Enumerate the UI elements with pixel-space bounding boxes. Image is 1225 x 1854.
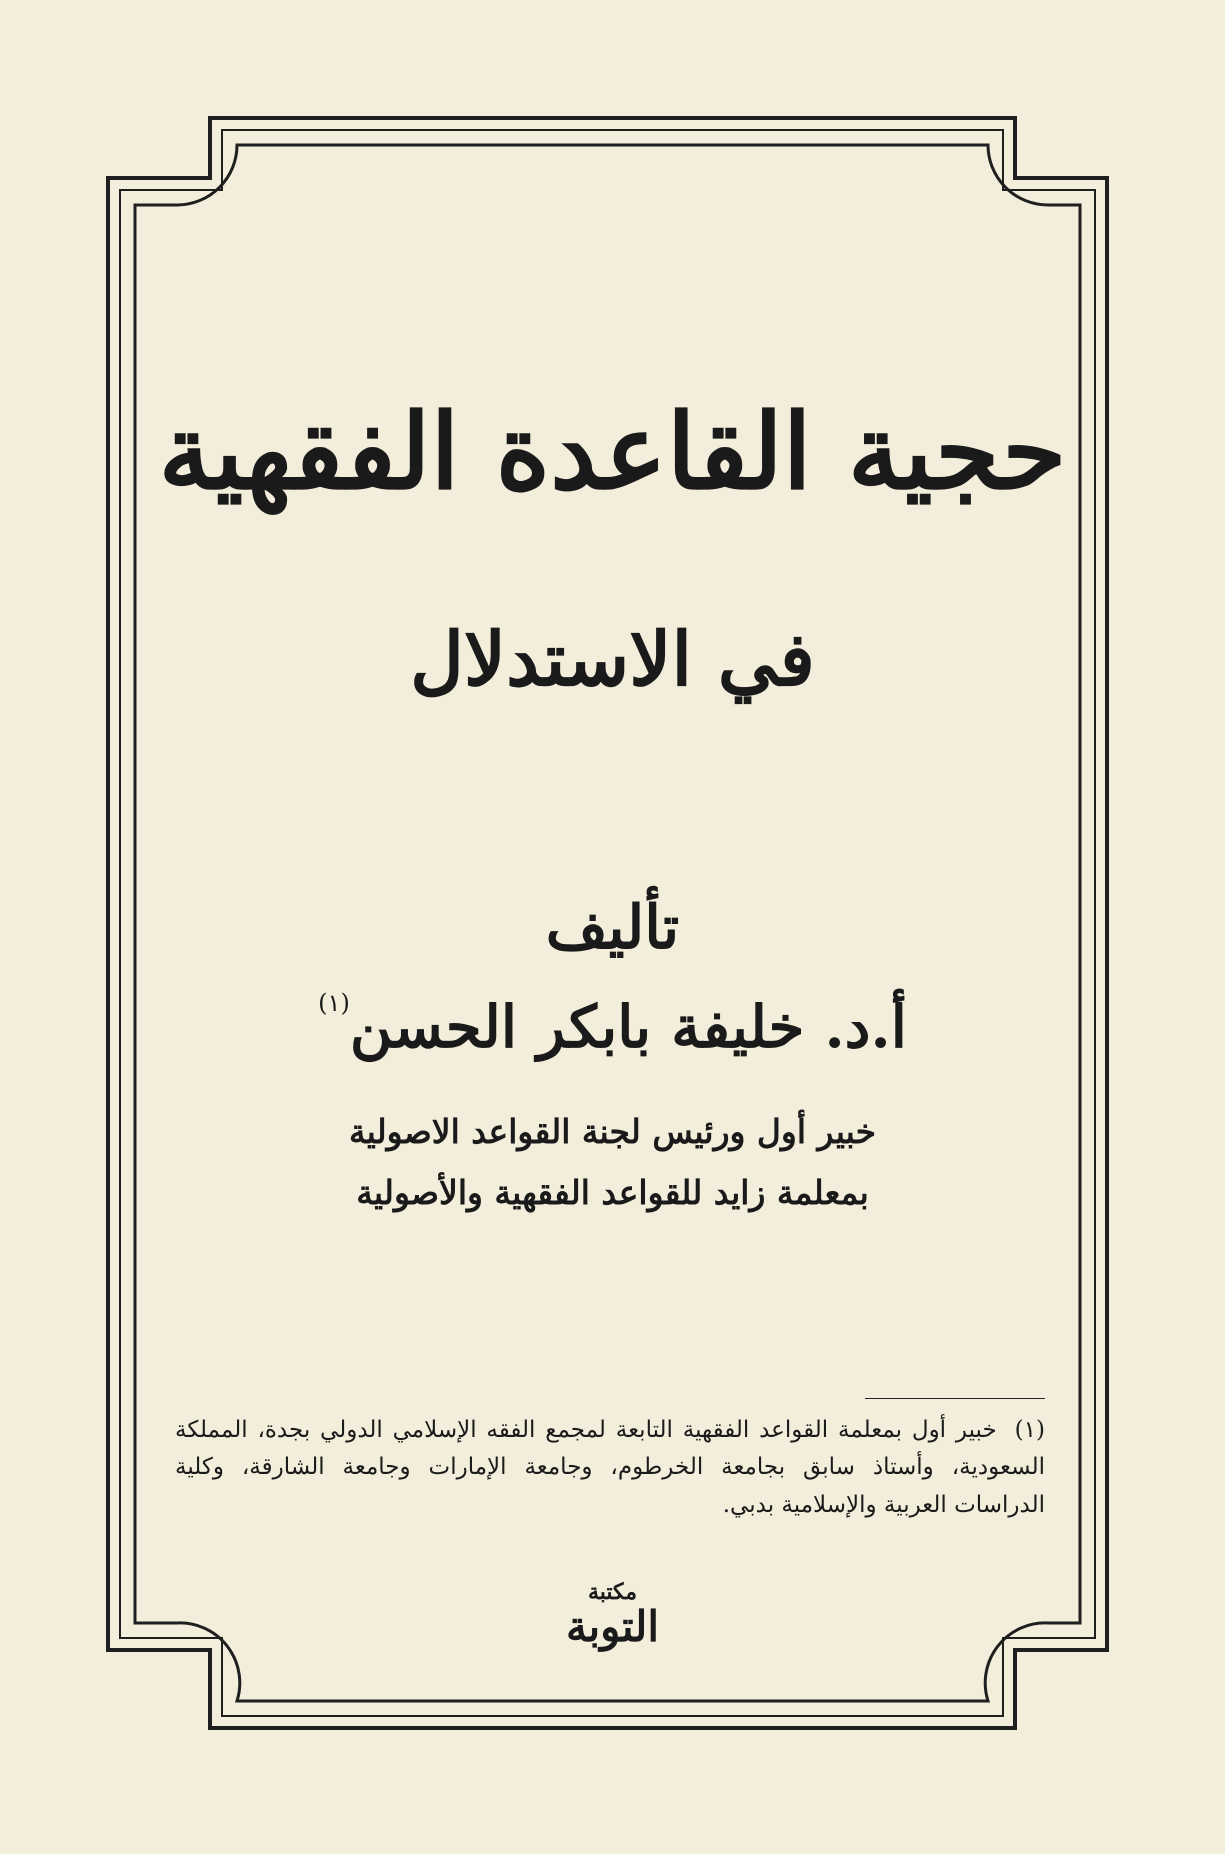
author-role-line-2: بمعلمة زايد للقواعد الفقهية والأصولية: [356, 1173, 869, 1212]
footnote-separator: [865, 1398, 1045, 1399]
book-title: حجية القاعدة الفقهية: [158, 390, 1067, 513]
footnote-reference: (١): [318, 989, 350, 1017]
author-name: أ.د. خليفة بابكر الحسن: [349, 993, 907, 1061]
publisher-logo: [150, 1580, 1075, 1650]
author-name-line: [150, 990, 1075, 1060]
footnote-text: خبير أول بمعلمة القواعد الفقهية التابعة لمجمع الفقه الإسلامي الدولي بجدة، المملكة السعودية، وأستاذ سابق بجامعة الخرطوم، وجامعة الإمارات وجامعة الشارقة، وكلية الدراسات العربية والإسلامية بدبي.: [175, 1417, 1045, 1518]
authorship-label: تأليف: [545, 893, 680, 963]
publisher-line-2: التوبة: [565, 1602, 660, 1652]
footnote: [175, 1412, 1045, 1524]
title-page: [150, 150, 1075, 1700]
book-subtitle: في الاستدلال: [410, 617, 815, 703]
footnote-marker: (١): [1014, 1417, 1045, 1443]
publisher-line-1: مكتبة: [587, 1579, 637, 1605]
author-role-line-1: خبير أول ورئيس لجنة القواعد الاصولية: [348, 1112, 877, 1151]
